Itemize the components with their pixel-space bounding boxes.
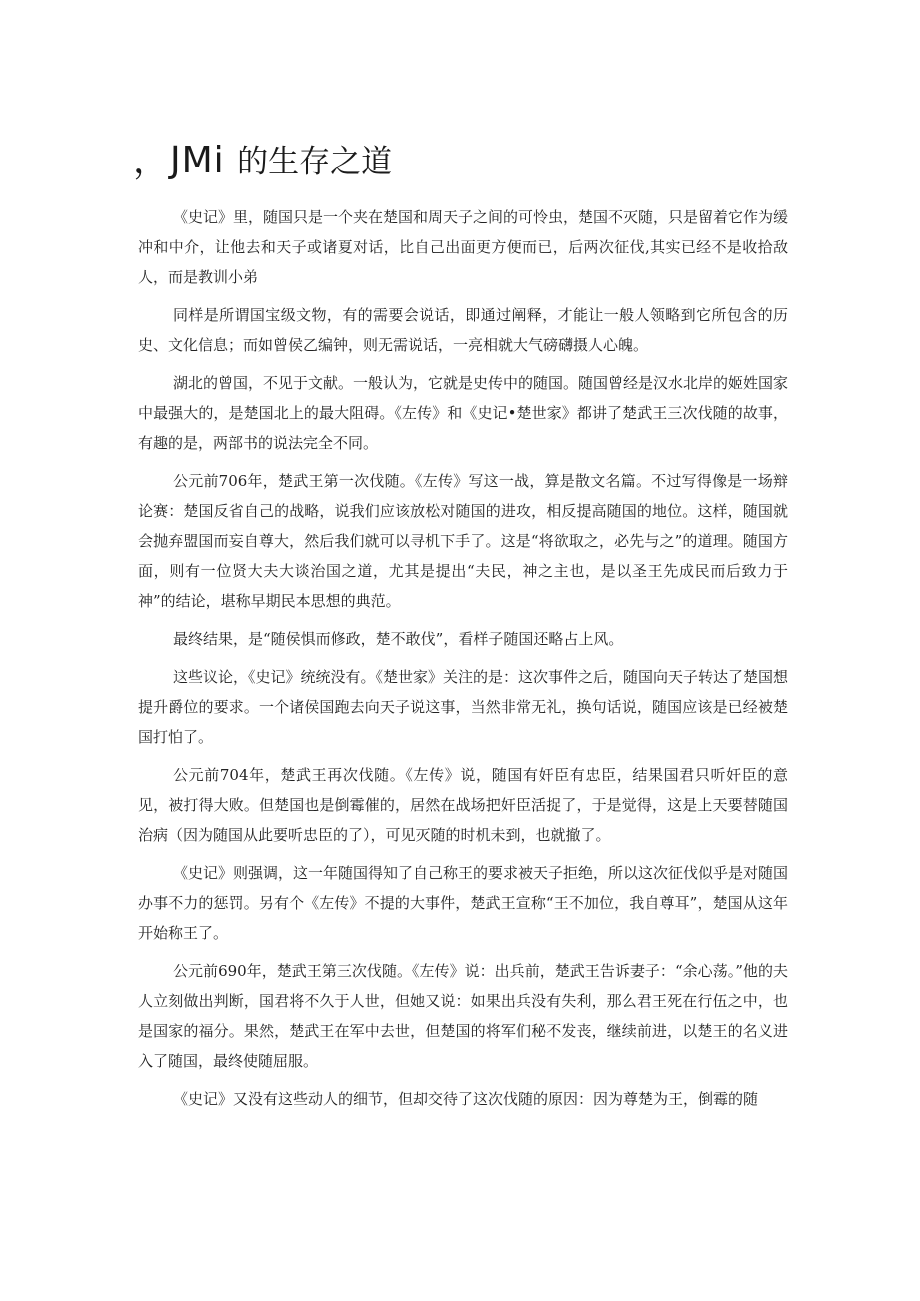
- paragraph: 《史记》里，随国只是一个夹在楚国和周天子之间的可怜虫，楚国不灭随，只是留着它作为缓冲和中介，让他去和天子或诸夏对话，比自己出面更方便而已，后两次征伐,其实已经不是收拾敌人，而是教训小弟: [138, 208, 789, 286]
- paragraph: 《史记》则强调，这一年随国得知了自己称王的要求被天子拒绝，所以这次征伐似乎是对随国办事不力的惩罚。另有个《左传》不提的大事件，楚武王宣称“王不加位，我自尊耳”，楚国从这年开始称王了。: [138, 864, 789, 942]
- paragraph: 同样是所谓国宝级文物，有的需要会说话，即通过阐释，才能让一般人领略到它所包含的历史、文化信息；而如曾侯乙编钟，则无需说话，一亮相就大气磅礴摄人心魄。: [138, 306, 788, 354]
- paragraph: 湖北的曾国，不见于文献。一般认为，它就是史传中的随国。随国曾经是汉水北岸的姬姓国家中最强大的，是楚国北上的最大阻碍。《左传》和《史记•楚世家》都讲了楚武王三次伐随的故事，有趣的是，两部书的说法完全不同。: [138, 374, 789, 452]
- paragraph: 这些议论，《史记》统统没有。《楚世家》关注的是：这次事件之后，随国向天子转达了楚国想提升爵位的要求。一个诸侯国跑去向天子说这事，当然非常无礼，换句话说，随国应该是已经被楚国打怕了。: [138, 668, 789, 746]
- paragraph: 公元前704年，楚武王再次伐随。《左传》说，随国有奸臣有忠臣，结果国君只听奸臣的意见，被打得大败。但楚国也是倒霉催的，居然在战场把奸臣活捉了，于是觉得，这是上天要替随国治病（因为随国从此要听忠臣的了），可见灭随的时机未到，也就撤了。: [138, 766, 788, 844]
- title-prefix: ，JMi: [133, 140, 238, 181]
- paragraph: 公元前706年，楚武王第一次伐随。《左传》写这一战，算是散文名篇。不过写得像是一场辩论赛：楚国反省自己的战略，说我们应该放松对随国的进攻，相反提高随国的地位。这样，随国就会抛弃盟国而妄自尊大，然后我们就可以寻机下手了。这是“将欲取之，必先与之”的道理。随国方面，则有一位贤大夫大谈治国之道，尤其是提出“夫民，神之主也，是以圣王先成民而后致力于神”的结论，堪称早期民本思想的典范。: [138, 472, 788, 610]
- document-body: [138, 202, 788, 1122]
- title-main: 的生存之道: [237, 144, 393, 180]
- paragraph: 公元前690年，楚武王第三次伐随。《左传》说：出兵前，楚武王告诉妻子：“余心荡。”他的夫人立刻做出判断，国君将不久于人世，但她又说：如果出兵没有失利，那么君王死在行伍之中，也是国家的福分。果然，楚武王在军中去世，但楚国的将军们秘不发丧，继续前进，以楚王的名义进入了随国，最终使随屈服。: [138, 962, 788, 1070]
- paragraph: 最终结果，是“随侯惧而修政，楚不敢伐”，看样子随国还略占上风。: [173, 630, 624, 648]
- document-title: [133, 132, 392, 183]
- paragraph: 《史记》又没有这些动人的细节，但却交待了这次伐随的原因：因为尊楚为王，倒霉的随: [173, 1090, 759, 1108]
